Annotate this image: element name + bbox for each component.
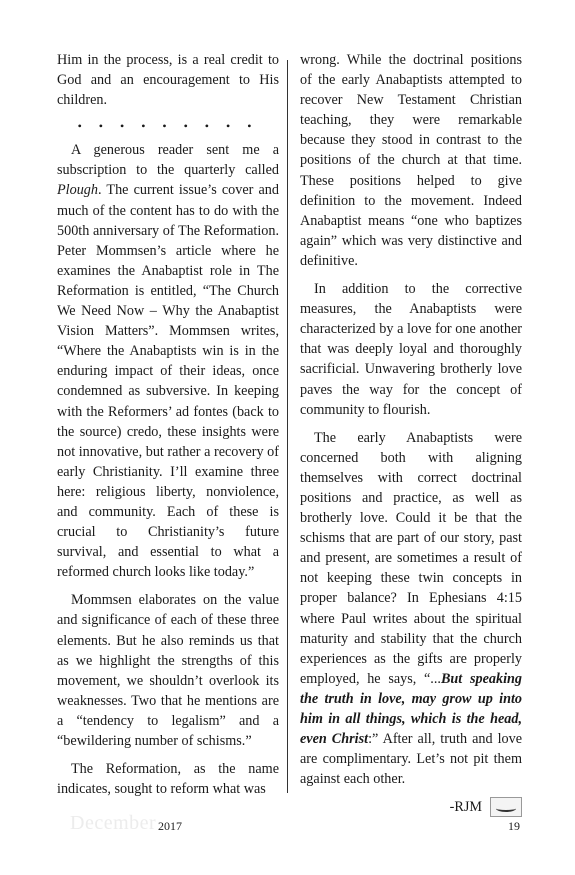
magazine-title: Plough xyxy=(57,182,98,199)
left-column xyxy=(57,50,279,807)
signature-stamp-icon xyxy=(490,797,522,817)
paragraph xyxy=(57,140,279,582)
author-signature: -RJM xyxy=(449,799,482,816)
text-run: :” After all, truth and love are complimentary. Let’s not pit them against each other. xyxy=(300,731,523,788)
page-number: 19 xyxy=(508,819,520,833)
text-run: A generous reader sent me a subscription to the quarterly called xyxy=(57,142,279,179)
column-divider xyxy=(287,60,288,793)
text-run: The early Anabaptists were concerned both with aligning themselves with correct doctrinal positions and practice, as well as brotherly love. Could it be that the schisms that are part of our story, past and present, are sometimes a result of not keeping these twin concepts in proper balance? In Ephesians 4:15 where Paul writes about the spiritual maturity and stability that the church experiences as the gifts are properly employed, he says, “... xyxy=(300,429,522,687)
scripture-quote: But speaking the truth in love, may grow up into him in all things, which is the head, even Christ xyxy=(300,670,522,748)
footer-year: 2017 xyxy=(158,819,182,833)
right-column xyxy=(300,50,522,817)
paragraph: Him in the process, is a real credit to God and an encouragement to His children. xyxy=(57,52,279,109)
section-separator: • • • • • • • • • xyxy=(77,119,259,134)
text-run: . The current issue’s cover and much of the content has to do with the 500th anniversary of The Reformation. Peter Mommsen’s article where he examines the Anabaptist role in The Reformation is entitled, “The Church We Need Now – Why the Anabaptist Vision Matters”. Mommsen writes, “Where the Anabaptists win is in the enduring impact of their ideas, once condemned as subversive. In keeping with the Reformers’ ad fontes (back to the source) credo, these insights were not innovative, but rather a recovery of early Christianity. I’ll examine three here: religious liberty, nonviolence, and community. Each of these is crucial to Christianity’s future survival, and essential to what a reformed church looks like today.” xyxy=(57,182,279,581)
paragraph: wrong. While the doctrinal positions of the early Anabaptists attempted to recover New Testament Christian teaching, they were remarkable because they stood in contrast to the positions of the church at that time. These positions helped to give definition to the movement. Indeed Anabaptist means “one who baptizes again” which was very distinctive and definitive. xyxy=(300,52,522,269)
footer-month: December xyxy=(70,812,157,834)
paragraph: The Reformation, as the name indicates, sought to reform what was xyxy=(57,761,279,798)
paragraph: In addition to the corrective measures, the Anabaptists were characterized by a love for one another that was deeply loyal and thoroughly sacrificial. Unwavering brotherly love paves the way for the concept of community to flourish. xyxy=(300,281,522,418)
paragraph: Mommsen elaborates on the value and significance of each of these three elements. But he also reminds us that as we highlight the strengths of this movement, we shouldn’t overlook its weaknesses. Two that he mentions are a “tendency to legalism” and a “bewildering number of schisms.” xyxy=(57,592,279,749)
signature-row xyxy=(300,797,522,817)
paragraph xyxy=(300,428,522,790)
